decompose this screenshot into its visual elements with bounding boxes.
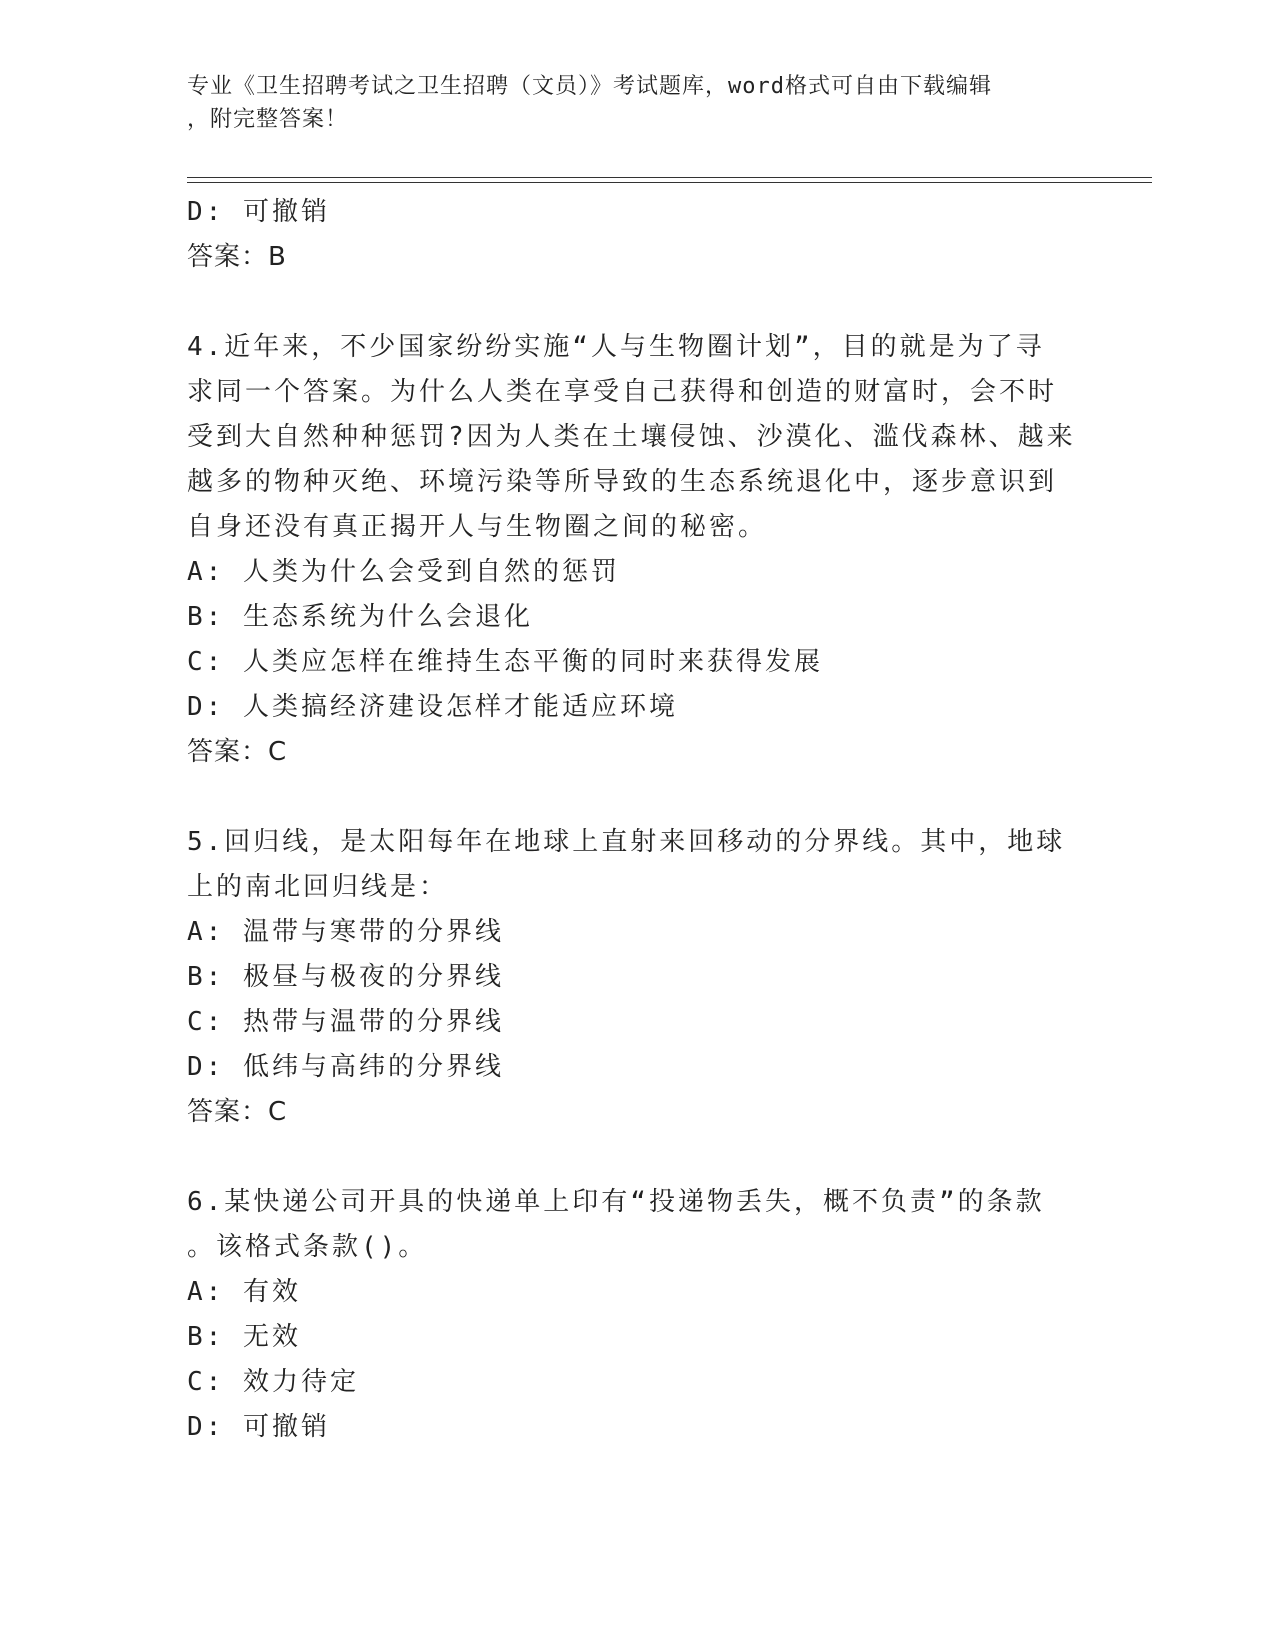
question-4-option-a: A: 人类为什么会受到自然的惩罚 bbox=[187, 557, 620, 587]
question-4-line: 自身还没有真正揭开人与生物圈之间的秘密。 bbox=[187, 512, 768, 542]
header-line-2: ，附完整答案！ bbox=[187, 107, 349, 132]
question-5 bbox=[187, 820, 1077, 1135]
header-divider-bottom bbox=[187, 182, 1152, 183]
question-4-option-c: C: 人类应怎样在维持生态平衡的同时来获得发展 bbox=[187, 647, 823, 677]
question-5-line: 5.回归线，是太阳每年在地球上直射来回移动的分界线。其中，地球 bbox=[187, 827, 1066, 857]
header-divider-top bbox=[187, 177, 1152, 178]
question-5-option-a: A: 温带与寒带的分界线 bbox=[187, 917, 504, 947]
spacer bbox=[187, 1135, 1077, 1180]
page-header bbox=[187, 70, 1077, 136]
question-6-option-b: B: 无效 bbox=[187, 1322, 301, 1352]
question-6-line: 。该格式条款()。 bbox=[187, 1232, 428, 1262]
question-4-answer: 答案：C bbox=[187, 737, 288, 767]
question-4-line: 4.近年来，不少国家纷纷实施“人与生物圈计划”，目的就是为了寻 bbox=[187, 332, 1045, 362]
question-4-option-b: B: 生态系统为什么会退化 bbox=[187, 602, 533, 632]
question-6-option-c: C: 效力待定 bbox=[187, 1367, 359, 1397]
question-6-option-d: D: 可撤销 bbox=[187, 1412, 330, 1442]
question-6-option-a: A: 有效 bbox=[187, 1277, 301, 1307]
question-5-line: 上的南北回归线是： bbox=[187, 872, 449, 902]
question-4-line: 受到大自然种种惩罚?因为人类在土壤侵蚀、沙漠化、滥伐森林、越来 bbox=[187, 422, 1076, 452]
spacer bbox=[187, 775, 1077, 820]
question-5-option-b: B: 极昼与极夜的分界线 bbox=[187, 962, 504, 992]
question-4-line: 越多的物种灭绝、环境污染等所导致的生态系统退化中，逐步意识到 bbox=[187, 467, 1058, 497]
prev-answer: 答案：B bbox=[187, 242, 287, 272]
spacer bbox=[187, 280, 1077, 325]
question-6 bbox=[187, 1180, 1077, 1450]
question-content bbox=[187, 190, 1077, 1450]
question-5-option-c: C: 热带与温带的分界线 bbox=[187, 1007, 504, 1037]
header-line-1: 专业《卫生招聘考试之卫生招聘（文员）》考试题库，word格式可自由下载编辑 bbox=[187, 74, 992, 99]
question-6-line: 6.某快递公司开具的快递单上印有“投递物丢失，概不负责”的条款 bbox=[187, 1187, 1045, 1217]
question-4-option-d: D: 人类搞经济建设怎样才能适应环境 bbox=[187, 692, 678, 722]
prev-option-d: D: 可撤销 bbox=[187, 197, 330, 227]
question-5-answer: 答案：C bbox=[187, 1097, 288, 1127]
question-4-line: 求同一个答案。为什么人类在享受自己获得和创造的财富时，会不时 bbox=[187, 377, 1058, 407]
question-4 bbox=[187, 325, 1077, 775]
question-5-option-d: D: 低纬与高纬的分界线 bbox=[187, 1052, 504, 1082]
